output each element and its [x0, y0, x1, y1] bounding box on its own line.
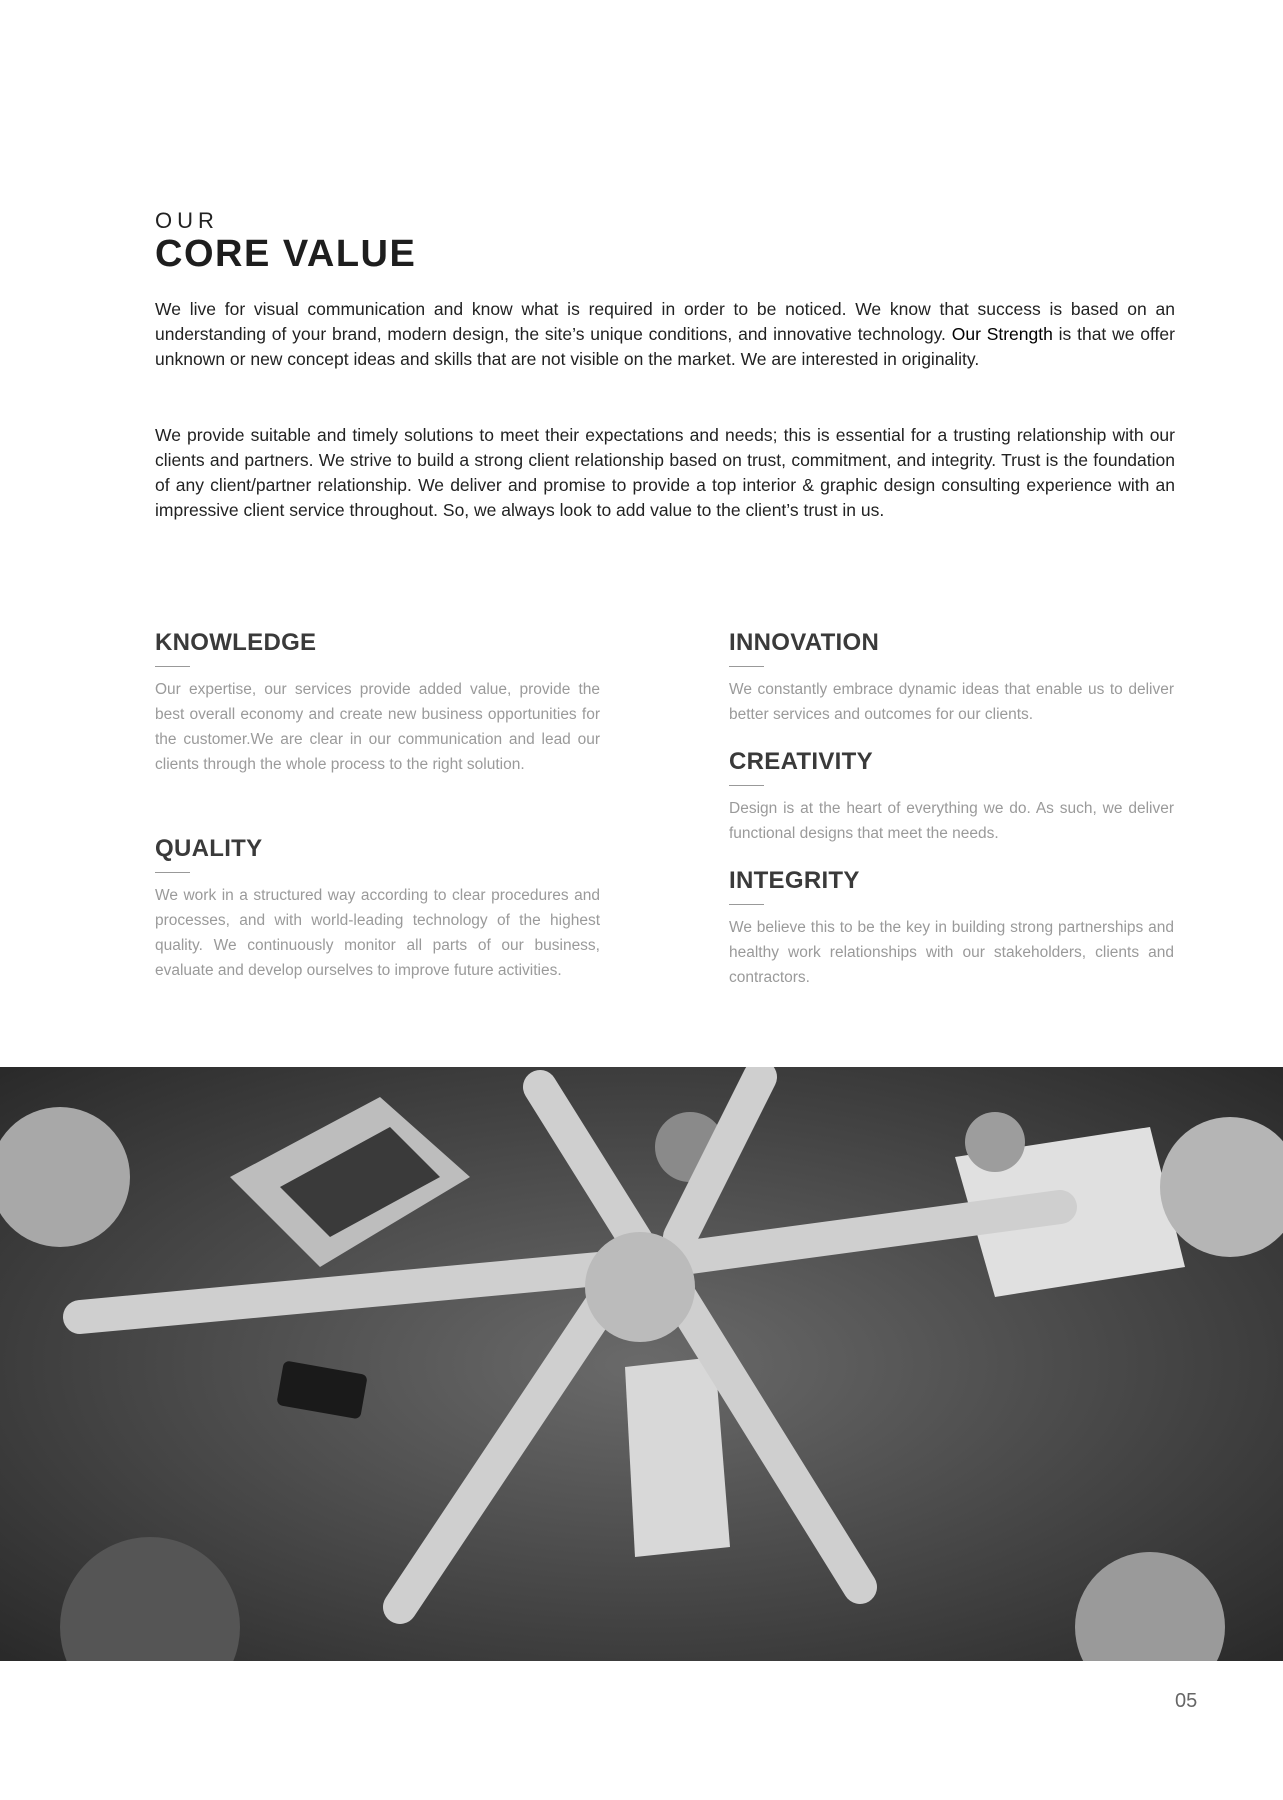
divider [729, 785, 764, 786]
value-innovation [729, 629, 1174, 727]
stacked-hands [585, 1232, 695, 1342]
value-text: Our expertise, our services provide added value, provide the best overall economy and create new business opportunities for the customer.We are clear in our communication and lead our clients through the whole process to the right solution. [155, 681, 600, 773]
intro-paragraph-1 [155, 297, 1175, 372]
value-title: KNOWLEDGE [155, 629, 317, 656]
value-title: CREATIVITY [729, 748, 873, 775]
intro-paragraph-2: We provide suitable and timely solutions to meet their expectations and needs; this is essential for a trusting relationship with our clients and partners. We strive to build a strong client relationship based on trust, commitment, and integrity. Trust is the foundation of any client/partner relationship. We deliver and promise to provide a top interior & graphic design consulting experience with an impressive client service throughout. So, we always look to add value to the client’s trust in us. [155, 425, 1175, 520]
team-hands-photo [0, 1067, 1283, 1661]
value-quality [155, 835, 600, 983]
divider [729, 904, 764, 905]
value-title: INNOVATION [729, 629, 880, 656]
value-text: We work in a structured way according to clear procedures and processes, and with world-leading technology of the highest quality. We continuously monitor all parts of our business, evaluate and develop ourselves to improve future activities. [155, 887, 600, 979]
page-number: 05 [1175, 1690, 1198, 1712]
intro-text: We live for visual communication and know what is required in order to be noticed. We know that success is based on an understanding of your brand, modern design, the site’s unique conditions, and innovative technology. [155, 299, 1175, 344]
donut [965, 1112, 1025, 1172]
intro-emphasis: Our Strength [951, 324, 1053, 344]
notebook [625, 1357, 730, 1557]
value-integrity [729, 867, 1174, 990]
divider [155, 666, 190, 667]
value-title: QUALITY [155, 835, 263, 862]
value-text: Design is at the heart of everything we do. As such, we deliver functional designs that meet the needs. [729, 800, 1174, 842]
divider [155, 872, 190, 873]
page-title: CORE VALUE [155, 233, 417, 275]
eyebrow-label: OUR [155, 208, 219, 233]
value-title: INTEGRITY [729, 867, 860, 894]
divider [729, 666, 764, 667]
value-text: We believe this to be the key in building strong partnerships and healthy work relationships with our stakeholders, clients and contractors. [729, 919, 1174, 986]
intro-text: is that we offer unknown or new concept ideas and skills that are not visible on the market. We are interested in originality. [155, 324, 1175, 369]
value-knowledge [155, 629, 600, 777]
value-text: We constantly embrace dynamic ideas that enable us to deliver better services and outcomes for our clients. [729, 681, 1174, 723]
value-creativity [729, 748, 1174, 846]
